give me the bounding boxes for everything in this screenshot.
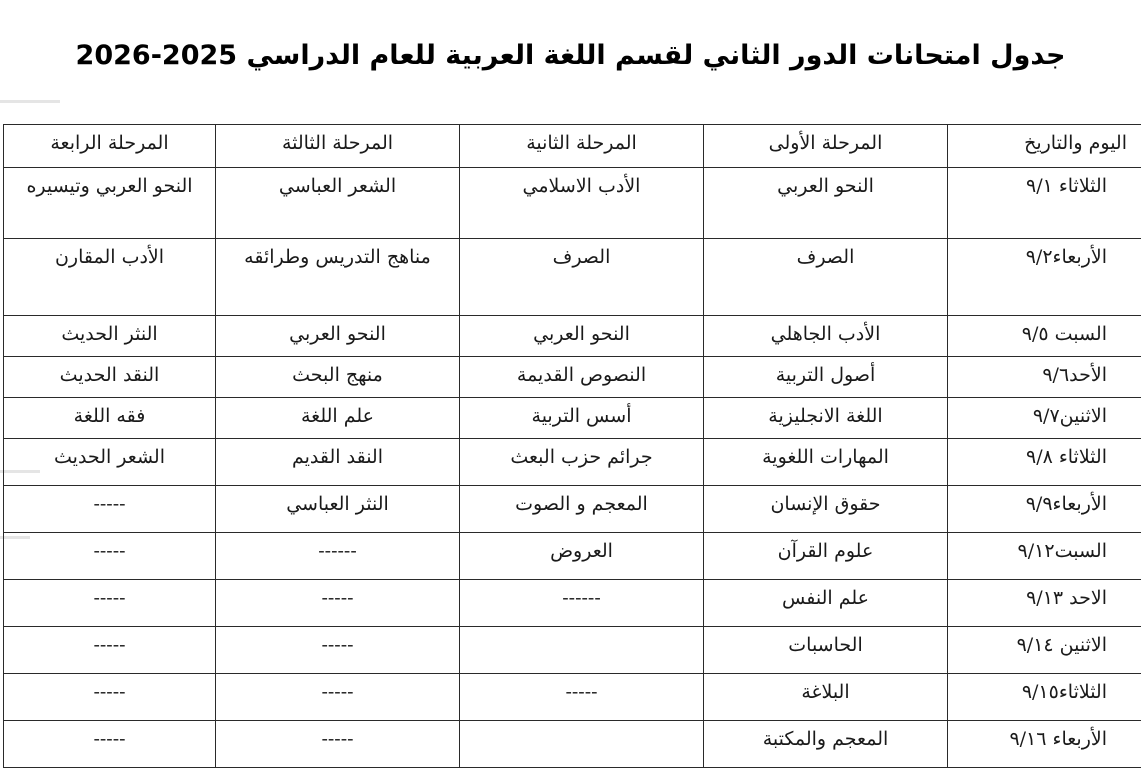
stage-2-cell: النصوص القديمة <box>460 357 704 398</box>
stage-4-cell: النقد الحديث <box>4 357 216 398</box>
table-row <box>4 168 1141 239</box>
stage-4-cell: الأدب المقارن <box>4 239 216 316</box>
table-row <box>4 398 1141 439</box>
stage-4-cell: ----- <box>4 721 216 768</box>
stage-4-cell: ----- <box>4 580 216 627</box>
exam-schedule-table <box>3 124 1141 768</box>
stage-2-cell: الصرف <box>460 239 704 316</box>
stage-3-cell: ----- <box>216 721 460 768</box>
day-cell: الاحد ٩/١٣ <box>948 580 1141 627</box>
table-row <box>4 674 1141 721</box>
header-stage-3: المرحلة الثالثة <box>216 125 460 168</box>
day-cell: الأحد٩/٦ <box>948 357 1141 398</box>
stage-3-cell: ------ <box>216 533 460 580</box>
stage-4-cell: النحو العربي وتيسيره <box>4 168 216 239</box>
day-cell: الاثنين٩/٧ <box>948 398 1141 439</box>
stage-1-cell: الأدب الجاهلي <box>704 316 948 357</box>
stage-3-cell: ----- <box>216 674 460 721</box>
table-row <box>4 721 1141 768</box>
table-row <box>4 486 1141 533</box>
day-cell: الثلاثاء٩/١٥ <box>948 674 1141 721</box>
stage-1-cell: المهارات اللغوية <box>704 439 948 486</box>
day-cell: الأربعاء٩/٢ <box>948 239 1141 316</box>
page-title: جدول امتحانات الدور الثاني لقسم اللغة العربية للعام الدراسي 2025-2026 <box>0 40 1141 71</box>
day-cell: الثلاثاء ٩/٨ <box>948 439 1141 486</box>
stage-2-cell: ----- <box>460 674 704 721</box>
table-row <box>4 239 1141 316</box>
table-header-row <box>4 125 1141 168</box>
stage-3-cell: النحو العربي <box>216 316 460 357</box>
header-stage-2: المرحلة الثانية <box>460 125 704 168</box>
stage-1-cell: النحو العربي <box>704 168 948 239</box>
stage-1-cell: المعجم والمكتبة <box>704 721 948 768</box>
stage-2-cell: ------ <box>460 580 704 627</box>
stage-2-cell: أسس التربية <box>460 398 704 439</box>
stage-3-cell: ----- <box>216 627 460 674</box>
stage-2-cell <box>460 627 704 674</box>
stage-1-cell: علم النفس <box>704 580 948 627</box>
stage-1-cell: البلاغة <box>704 674 948 721</box>
day-cell: السبت ٩/٥ <box>948 316 1141 357</box>
day-cell: الأربعاء ٩/١٦ <box>948 721 1141 768</box>
day-cell: الثلاثاء ٩/١ <box>948 168 1141 239</box>
stage-1-cell: الحاسبات <box>704 627 948 674</box>
stage-3-cell: النقد القديم <box>216 439 460 486</box>
stage-3-cell: النثر العباسي <box>216 486 460 533</box>
stage-2-cell: النحو العربي <box>460 316 704 357</box>
stage-1-cell: حقوق الإنسان <box>704 486 948 533</box>
table-row <box>4 580 1141 627</box>
header-stage-4: المرحلة الرابعة <box>4 125 216 168</box>
stage-4-cell: ----- <box>4 674 216 721</box>
stage-4-cell: ----- <box>4 486 216 533</box>
stage-2-cell <box>460 721 704 768</box>
stage-4-cell: ----- <box>4 627 216 674</box>
stage-4-cell: النثر الحديث <box>4 316 216 357</box>
stage-2-cell: المعجم و الصوت <box>460 486 704 533</box>
stage-4-cell: فقه اللغة <box>4 398 216 439</box>
header-day-date: اليوم والتاريخ <box>948 125 1141 168</box>
stage-2-cell: الأدب الاسلامي <box>460 168 704 239</box>
stage-2-cell: جرائم حزب البعث <box>460 439 704 486</box>
stage-1-cell: الصرف <box>704 239 948 316</box>
stage-3-cell: منهج البحث <box>216 357 460 398</box>
table-row <box>4 316 1141 357</box>
table-row <box>4 357 1141 398</box>
stage-4-cell: ----- <box>4 533 216 580</box>
stage-1-cell: اللغة الانجليزية <box>704 398 948 439</box>
stage-3-cell: ----- <box>216 580 460 627</box>
stage-1-cell: أصول التربية <box>704 357 948 398</box>
stage-4-cell: الشعر الحديث <box>4 439 216 486</box>
table-row <box>4 439 1141 486</box>
stage-3-cell: علم اللغة <box>216 398 460 439</box>
stage-1-cell: علوم القرآن <box>704 533 948 580</box>
day-cell: الأربعاء٩/٩ <box>948 486 1141 533</box>
stage-3-cell: الشعر العباسي <box>216 168 460 239</box>
table-row <box>4 533 1141 580</box>
table-row <box>4 627 1141 674</box>
header-stage-1: المرحلة الأولى <box>704 125 948 168</box>
day-cell: السبت٩/١٢ <box>948 533 1141 580</box>
stage-3-cell: مناهج التدريس وطرائقه <box>216 239 460 316</box>
day-cell: الاثنين ٩/١٤ <box>948 627 1141 674</box>
stage-2-cell: العروض <box>460 533 704 580</box>
scan-artifact <box>0 100 60 103</box>
